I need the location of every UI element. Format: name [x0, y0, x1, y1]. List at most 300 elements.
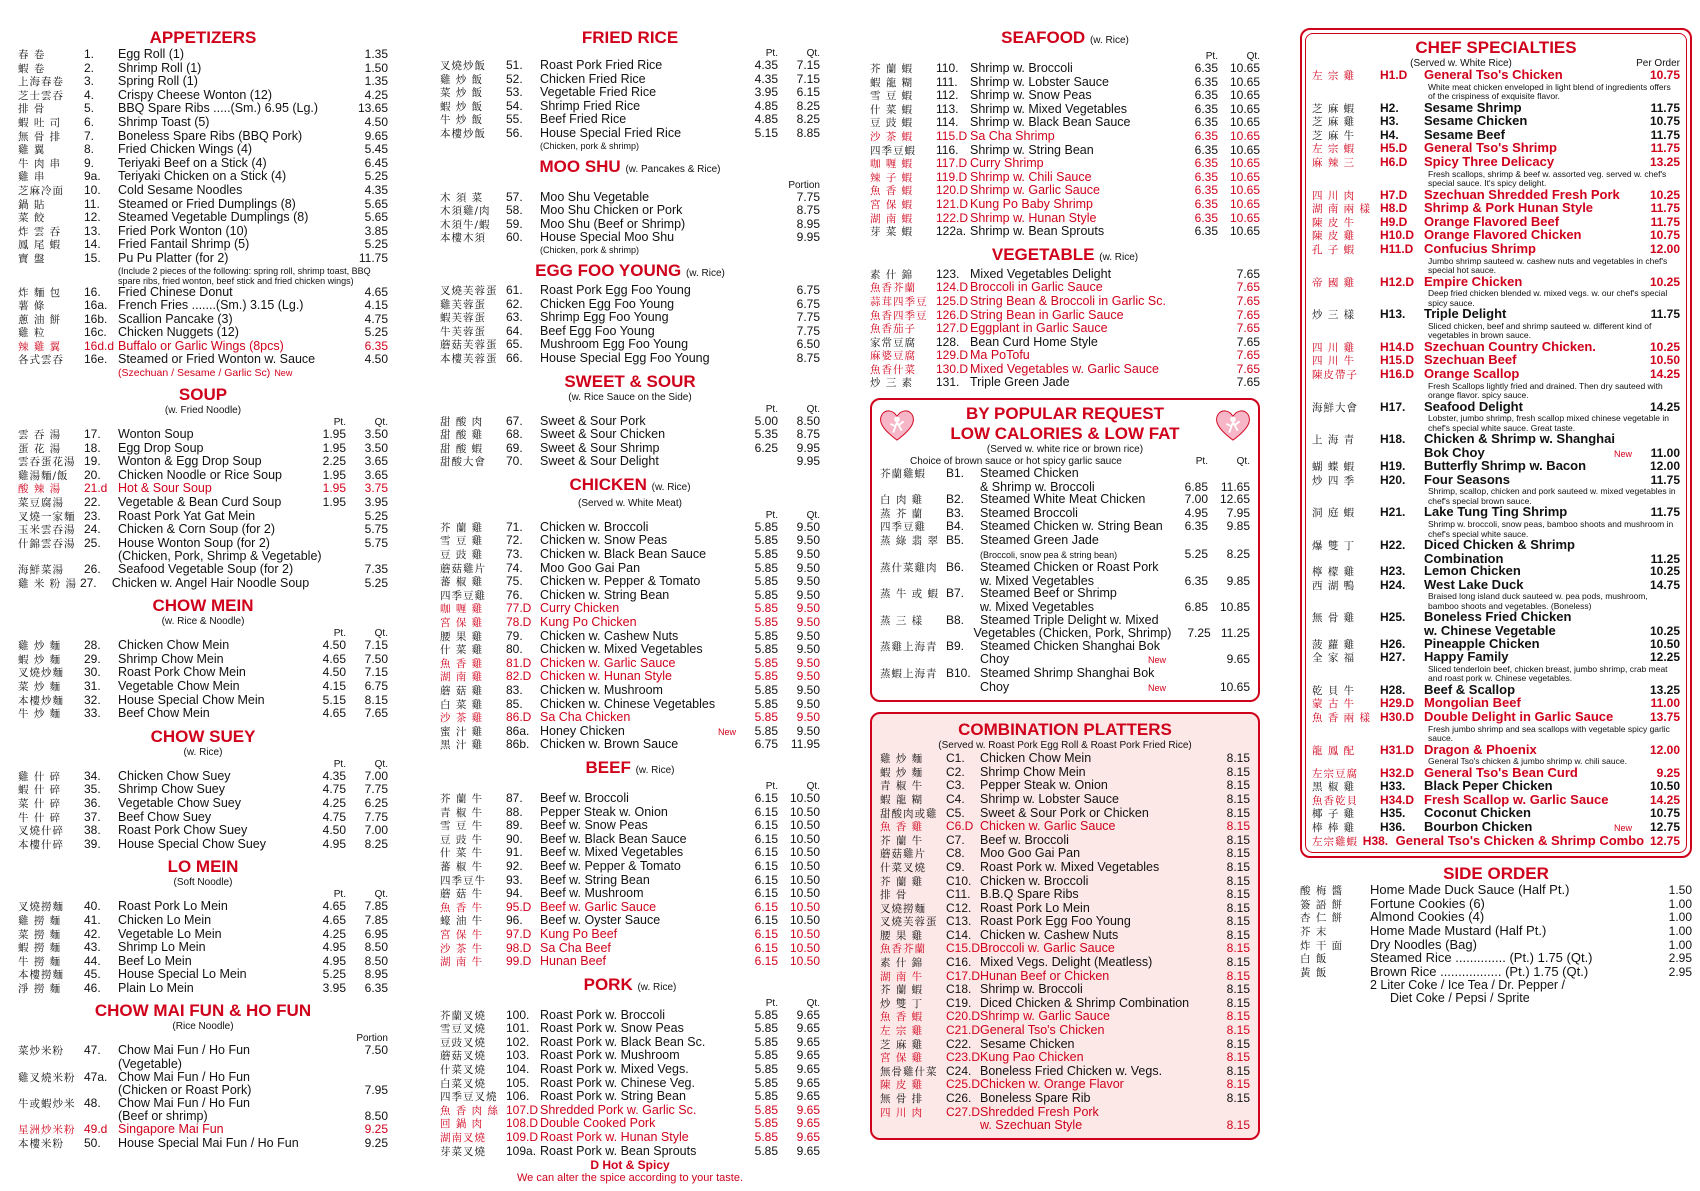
menu-item[interactable] [880, 507, 1250, 521]
price-pint: 5.85 [754, 642, 778, 657]
menu-item[interactable] [440, 191, 820, 205]
chinese-name: 爆 雙 丁 [1312, 540, 1356, 553]
menu-item[interactable] [440, 616, 820, 630]
menu-item[interactable] [440, 928, 820, 942]
price-quart: 10.50 [789, 818, 820, 833]
menu-item[interactable] [18, 982, 388, 996]
price-pint: 5.85 [754, 519, 778, 534]
menu-item[interactable] [440, 548, 820, 562]
menu-item[interactable] [440, 874, 820, 888]
menu-item[interactable] [18, 225, 388, 239]
price: 6.50 [796, 337, 820, 352]
maifun-portion-header: Portion [356, 1033, 388, 1045]
menu-item[interactable] [880, 807, 1250, 821]
menu-item[interactable] [440, 1077, 820, 1091]
menu-item[interactable] [880, 467, 1250, 481]
menu-item[interactable] [440, 1009, 820, 1023]
item-number: 124.D [936, 280, 969, 295]
menu-item[interactable] [870, 62, 1260, 76]
chinese-name: 鳳 尾 蝦 [18, 239, 62, 252]
menu-item[interactable] [440, 204, 820, 218]
figure-heart-icon [1214, 408, 1252, 442]
chinese-name: 魚香芥蘭 [870, 282, 916, 295]
menu-item[interactable] [880, 875, 1250, 889]
menu-item[interactable] [880, 587, 1250, 601]
price-quart: 10.65 [1229, 142, 1260, 157]
menu-item[interactable] [440, 284, 820, 298]
menu-item[interactable] [880, 793, 1250, 807]
menu-item[interactable] [440, 86, 820, 100]
menu-item[interactable] [18, 1123, 388, 1137]
menu-item[interactable] [1312, 308, 1680, 322]
menu-item[interactable] [440, 231, 820, 245]
menu-item[interactable] [18, 811, 388, 825]
price: 11.00 [1650, 696, 1680, 711]
menu-item[interactable] [440, 1104, 820, 1118]
menu-item[interactable] [18, 326, 388, 340]
menu-item[interactable] [880, 942, 1250, 956]
menu-item[interactable] [440, 643, 820, 657]
menu-item[interactable] [440, 901, 820, 915]
menu-item-continued[interactable] [880, 548, 1250, 562]
menu-item[interactable] [880, 561, 1250, 575]
chinese-name: 辣 子 蝦 [870, 171, 914, 184]
menu-item[interactable] [440, 792, 820, 806]
menu-item[interactable] [870, 212, 1260, 226]
chinese-name: 宮 保 牛 [440, 928, 484, 941]
price: 10.50 [1649, 636, 1680, 651]
item-name: Roast Pork Lo Mein [980, 900, 1090, 915]
mooshu-section [440, 157, 820, 255]
menu-item[interactable] [18, 914, 388, 928]
menu-item[interactable] [440, 698, 820, 712]
menu-item[interactable] [18, 1137, 388, 1151]
menu-item[interactable] [440, 442, 820, 456]
maifun-section [18, 1001, 388, 1150]
menu-item[interactable] [440, 1090, 820, 1104]
menu-item[interactable] [880, 534, 1250, 548]
menu-item[interactable] [440, 1049, 820, 1063]
menu-item[interactable] [18, 353, 388, 367]
menu-item[interactable] [440, 218, 820, 232]
menu-item[interactable] [18, 75, 388, 89]
menu-item[interactable] [440, 1063, 820, 1077]
menu-item[interactable] [1312, 741, 1680, 758]
menu-item[interactable] [18, 1044, 388, 1058]
menu-item[interactable] [870, 281, 1260, 295]
menu-item[interactable] [1312, 273, 1680, 290]
menu-item[interactable] [1312, 651, 1680, 665]
item-name: Sa Cha Shrimp [970, 128, 1055, 143]
chinese-name: 四季豆叉燒 [440, 1091, 498, 1104]
menu-item[interactable] [440, 942, 820, 956]
chinese-name: 四季豆蝦 [870, 144, 916, 157]
menu-item[interactable] [18, 680, 388, 694]
menu-item[interactable] [870, 89, 1260, 103]
menu-item[interactable] [440, 725, 820, 739]
menu-item[interactable] [18, 299, 388, 313]
menu-item[interactable] [870, 336, 1260, 350]
price: 6.75 [796, 296, 820, 311]
menu-item[interactable] [880, 834, 1250, 848]
appetizers-heading [18, 28, 388, 48]
item-number: 99.D [506, 954, 532, 969]
menu-item[interactable] [1300, 963, 1692, 980]
menu-item[interactable] [1312, 711, 1680, 725]
menu-item[interactable] [18, 286, 388, 300]
menu-item[interactable] [880, 983, 1250, 997]
soup-subtitle: (w. Fried Noodle) [164, 405, 242, 417]
menu-item[interactable] [440, 819, 820, 833]
menu-item[interactable] [18, 770, 388, 784]
menu-item[interactable] [880, 902, 1250, 916]
menu-item[interactable] [440, 127, 820, 141]
popular-title-2: LOW CALORIES & LOW FAT [950, 424, 1180, 444]
menu-item[interactable] [18, 455, 388, 469]
menu-item[interactable] [440, 298, 820, 312]
item-name: Chicken Chow Mein [980, 751, 1092, 766]
menu-item[interactable] [440, 352, 820, 366]
menu-item[interactable] [18, 184, 388, 198]
item-number: 94. [506, 886, 523, 901]
menu-item-continued[interactable] [880, 601, 1250, 614]
menu-item[interactable] [18, 639, 388, 653]
menu-item[interactable] [870, 322, 1260, 336]
item-number: 31. [84, 678, 101, 693]
menu-item[interactable] [1312, 69, 1680, 83]
menu-item[interactable] [18, 252, 388, 266]
menu-item[interactable] [18, 482, 388, 496]
chicken-section [440, 475, 820, 752]
menu-item[interactable] [440, 1036, 820, 1050]
menu-item[interactable] [870, 184, 1260, 198]
menu-item[interactable] [880, 1038, 1250, 1052]
menu-item[interactable] [440, 1131, 820, 1145]
item-continued-text: w. Chinese Vegetable [1424, 623, 1556, 639]
menu-item[interactable] [880, 1010, 1250, 1024]
menu-item[interactable] [18, 211, 388, 225]
menu-item[interactable] [18, 653, 388, 667]
chinese-name: 排 骨 [880, 889, 908, 902]
menu-item[interactable] [440, 73, 820, 87]
menu-item[interactable] [870, 130, 1260, 144]
item-name: Fried Fantail Shrimp (5) [118, 237, 250, 252]
menu-item[interactable] [18, 694, 388, 708]
menu-item[interactable] [1312, 471, 1680, 488]
menu-item[interactable] [1312, 506, 1680, 520]
menu-item[interactable] [440, 455, 820, 469]
menu-item[interactable] [440, 860, 820, 874]
menu-item[interactable] [18, 783, 388, 797]
menu-item[interactable] [870, 76, 1260, 90]
menu-item[interactable] [880, 1024, 1250, 1038]
chinese-name: 寶 盤 [18, 252, 46, 265]
price-quart: 10.50 [789, 804, 820, 819]
spacer [440, 180, 760, 191]
drinks-line-2: Diet Coke / Pepsi / Sprite [1390, 991, 1530, 1005]
menu-item[interactable] [870, 309, 1260, 323]
menu-item[interactable] [18, 48, 388, 62]
menu-item[interactable] [18, 707, 388, 721]
friedrice-pt-header: Pt. [765, 48, 778, 59]
price-quart: 9.95 [796, 454, 820, 469]
chinese-name: 雞 串 [18, 171, 46, 184]
menu-item[interactable] [440, 428, 820, 442]
menu-item[interactable] [870, 225, 1260, 239]
menu-item-continued[interactable] [880, 681, 1250, 695]
menu-item[interactable] [440, 887, 820, 901]
menu-item[interactable] [18, 968, 388, 982]
menu-item[interactable] [18, 496, 388, 510]
item-number: 67. [506, 413, 523, 428]
menu-item[interactable] [870, 198, 1260, 212]
menu-item[interactable] [18, 900, 388, 914]
menu-item[interactable] [440, 562, 820, 576]
menu-item[interactable] [440, 670, 820, 684]
chinese-name: 本樓什碎 [18, 838, 64, 851]
menu-item[interactable] [18, 130, 388, 144]
item-number: H5.D [1380, 141, 1408, 156]
menu-item[interactable] [440, 602, 820, 616]
item-number: H3. [1380, 114, 1399, 129]
menu-item[interactable] [440, 521, 820, 535]
hot-spicy-title: D Hot & Spicy [590, 1158, 670, 1173]
menu-item[interactable] [880, 493, 1250, 507]
menu-item[interactable] [880, 888, 1250, 902]
menu-item[interactable] [440, 113, 820, 127]
menu-item-continued[interactable] [18, 1084, 388, 1097]
menu-item[interactable] [880, 956, 1250, 970]
item-name: Shrimp w. String Bean [970, 142, 1094, 157]
menu-item[interactable] [18, 797, 388, 811]
price-pint: 6.15 [754, 940, 778, 955]
menu-item[interactable] [870, 144, 1260, 158]
menu-item[interactable] [1312, 576, 1680, 593]
menu-item[interactable] [18, 442, 388, 456]
menu-item[interactable] [440, 534, 820, 548]
menu-item-continued[interactable] [18, 1058, 388, 1071]
item-name: Vegetable Lo Mein [118, 926, 222, 941]
menu-item[interactable] [18, 563, 388, 577]
item-name: Vegetable Chow Mein [118, 678, 240, 693]
price-pint: 4.50 [322, 665, 346, 680]
menu-item[interactable] [880, 915, 1250, 929]
menu-item[interactable] [440, 955, 820, 969]
menu-item-continued[interactable] [880, 1119, 1250, 1132]
menu-item[interactable] [18, 313, 388, 327]
chinese-name: 龍 鳳 配 [1312, 744, 1356, 757]
item-number: H12.D [1380, 274, 1415, 289]
menu-item[interactable] [440, 325, 820, 339]
menu-item[interactable] [18, 537, 388, 551]
price: 7.75 [796, 189, 820, 204]
menu-item[interactable] [440, 1022, 820, 1036]
item-number: 47a. [84, 1069, 108, 1084]
menu-item[interactable] [18, 955, 388, 969]
menu-item[interactable] [18, 928, 388, 942]
menu-item[interactable] [870, 295, 1260, 309]
price-quart: 9.50 [796, 547, 820, 562]
menu-item[interactable] [880, 614, 1250, 628]
menu-item[interactable] [18, 340, 388, 354]
price-pint: 5.85 [754, 574, 778, 589]
menu-item[interactable] [440, 100, 820, 114]
menu-item[interactable] [440, 575, 820, 589]
item-number: 12. [84, 210, 101, 225]
menu-item[interactable] [870, 363, 1260, 377]
item-name: Beef w. Black Bean Sauce [540, 831, 687, 846]
price-quart: 9.50 [796, 519, 820, 534]
menu-item[interactable] [18, 238, 388, 252]
price-quart: 8.25 [364, 836, 388, 851]
menu-item[interactable] [18, 170, 388, 184]
chinese-name: 各式雲吞 [18, 354, 64, 367]
menu-item[interactable] [880, 820, 1250, 834]
item-number: H30.D [1380, 710, 1415, 724]
menu-item[interactable] [880, 1051, 1250, 1065]
menu-item[interactable] [1312, 365, 1680, 382]
menu-item[interactable] [440, 630, 820, 644]
menu-item[interactable] [18, 143, 388, 157]
pork-title-note: (w. Rice) [637, 981, 677, 993]
menu-item[interactable] [18, 577, 388, 591]
menu-item[interactable] [880, 861, 1250, 875]
friedrice-qt-header: Qt. [806, 48, 820, 59]
menu-item[interactable] [1300, 895, 1692, 912]
menu-item[interactable] [18, 469, 388, 483]
price: 8.15 [1226, 751, 1250, 766]
menu-item-continued[interactable] [880, 627, 1250, 640]
menu-item[interactable] [880, 779, 1250, 793]
menu-item[interactable] [18, 941, 388, 955]
menu-item[interactable] [18, 428, 388, 442]
item-number: C5. [946, 805, 965, 820]
menu-item[interactable] [440, 1117, 820, 1131]
menu-item[interactable] [870, 116, 1260, 130]
chinese-name: 菜豆腐湯 [18, 497, 64, 510]
menu-item[interactable] [880, 520, 1250, 534]
item-name: Confucius Shrimp [1424, 240, 1536, 256]
menu-item[interactable] [1312, 433, 1680, 447]
item-name: Lemon Chicken [1424, 563, 1521, 579]
menu-item[interactable] [1300, 925, 1692, 939]
menu-item[interactable] [440, 59, 820, 73]
menu-item[interactable] [870, 157, 1260, 171]
menu-item[interactable] [18, 102, 388, 116]
menu-item[interactable] [440, 1145, 820, 1159]
menu-item[interactable] [18, 1071, 388, 1085]
menu-item[interactable] [870, 268, 1260, 282]
chinese-name: 家常豆腐 [870, 336, 916, 349]
item-name: Vegetable Chow Suey [118, 795, 242, 810]
price-quart: 10.65 [1229, 128, 1260, 143]
chowmein-pt-header: Pt. [333, 628, 346, 640]
pork-section [440, 975, 820, 1186]
menu-item[interactable] [880, 1092, 1250, 1106]
menu-item[interactable] [1312, 398, 1680, 415]
menu-item[interactable] [880, 1065, 1250, 1079]
chinese-name: 無 骨 排 [18, 130, 62, 143]
menu-item[interactable] [440, 738, 820, 752]
menu-item[interactable] [880, 929, 1250, 943]
menu-item[interactable] [18, 62, 388, 76]
item-number: C25.D [946, 1077, 981, 1092]
menu-item[interactable] [440, 338, 820, 352]
price-quart: 7.50 [364, 651, 388, 666]
price-pint: 6.35 [1194, 115, 1218, 130]
menu-item[interactable] [880, 1106, 1250, 1120]
item-number: 69. [506, 440, 523, 455]
menu-item[interactable] [440, 914, 820, 928]
menu-item[interactable] [18, 824, 388, 838]
menu-item[interactable] [18, 523, 388, 537]
menu-item[interactable] [440, 415, 820, 429]
menu-item[interactable] [880, 640, 1250, 654]
item-number: C26. [946, 1091, 972, 1105]
chinese-name: 淨 撈 麵 [18, 982, 62, 995]
eggfoo-title: EGG FOO YOUNG [535, 260, 682, 280]
menu-item-continued[interactable] [880, 653, 1250, 667]
menu-item[interactable] [18, 666, 388, 680]
item-name: Chicken w. String Bean [540, 587, 670, 602]
item-name: Chicken Fried Rice [540, 71, 646, 86]
menu-item[interactable] [1300, 884, 1692, 898]
price: 8.95 [796, 216, 820, 231]
popular-pt-header: Pt. [1195, 456, 1208, 468]
menu-item[interactable] [870, 103, 1260, 117]
menu-item[interactable] [880, 997, 1250, 1011]
price: 5.65 [364, 210, 388, 225]
price-quart: 9.65 [796, 1062, 820, 1077]
menu-item[interactable] [1312, 240, 1680, 257]
menu-item[interactable] [440, 684, 820, 698]
menu-item[interactable] [18, 1097, 388, 1111]
menu-item[interactable] [870, 376, 1260, 390]
menu-item[interactable] [440, 833, 820, 847]
menu-item[interactable] [880, 752, 1250, 766]
menu-item[interactable] [870, 171, 1260, 185]
menu-item[interactable] [880, 970, 1250, 984]
item-name: Steamed Shrimp Shanghai Bok [980, 665, 1155, 680]
menu-item[interactable] [1312, 832, 1680, 849]
menu-item[interactable] [880, 1078, 1250, 1092]
price: 8.15 [1226, 995, 1250, 1010]
menu-item[interactable] [440, 311, 820, 325]
menu-item[interactable] [18, 89, 388, 103]
menu-item[interactable] [18, 198, 388, 212]
menu-item[interactable] [440, 806, 820, 820]
chinese-name: 陳 皮 牛 [1312, 216, 1356, 229]
menu-item[interactable] [1312, 153, 1680, 170]
menu-item[interactable] [440, 657, 820, 671]
menu-item[interactable] [18, 838, 388, 852]
price: 12.25 [1649, 650, 1680, 665]
menu-item[interactable] [880, 847, 1250, 861]
menu-item[interactable] [880, 667, 1250, 681]
menu-item[interactable] [18, 157, 388, 171]
menu-item[interactable] [440, 711, 820, 725]
item-number: 14. [84, 237, 101, 252]
item-name: B.B.Q Spare Ribs [980, 887, 1079, 902]
menu-item[interactable] [440, 846, 820, 860]
menu-item[interactable] [880, 766, 1250, 780]
menu-item[interactable] [18, 510, 388, 524]
chinese-name: 本樓芙蓉蛋 [440, 352, 498, 365]
menu-item[interactable] [870, 349, 1260, 363]
item-number: 112. [936, 88, 959, 103]
menu-item[interactable] [440, 589, 820, 603]
menu-item[interactable] [18, 116, 388, 130]
